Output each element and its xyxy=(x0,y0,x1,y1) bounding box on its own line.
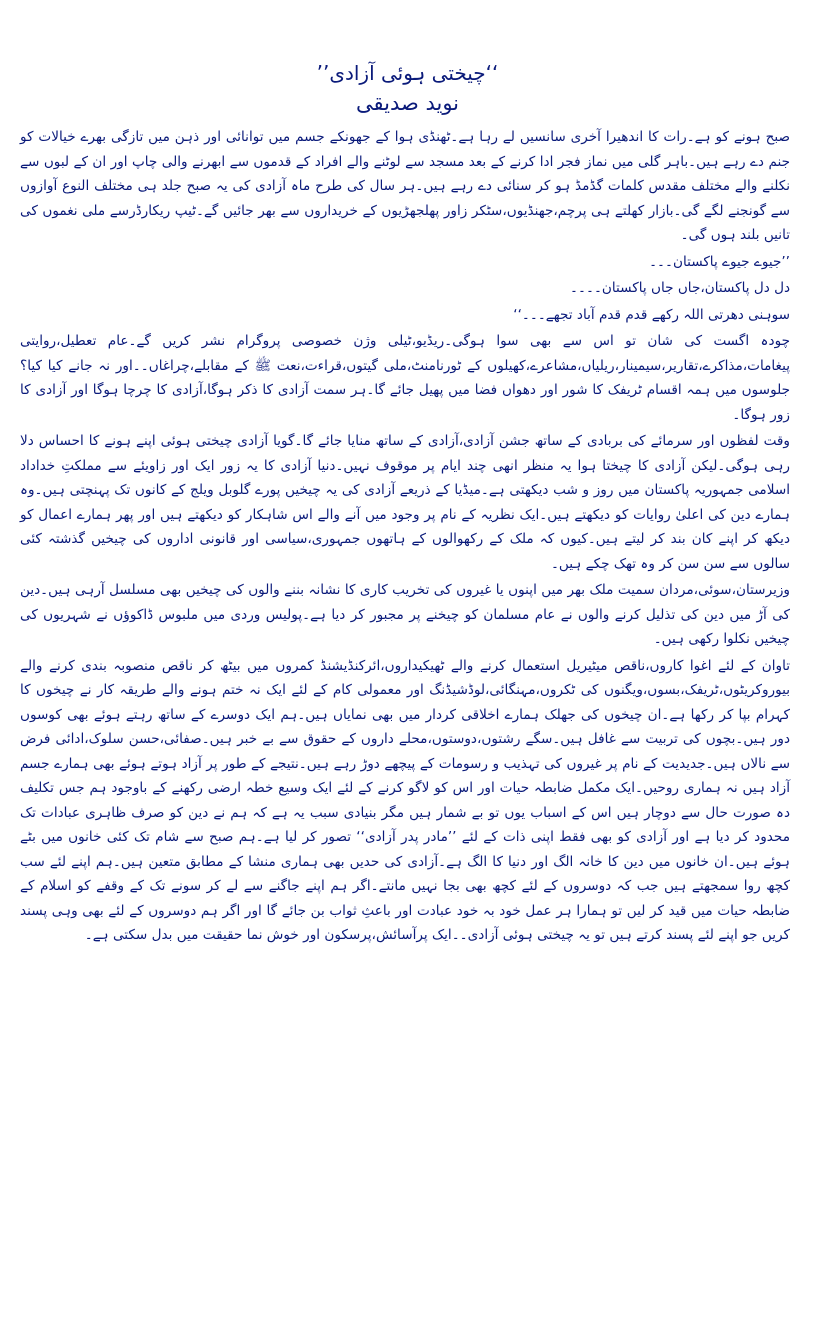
paragraph-conclusion: تاوان کے لئے اغوا کاروں،ناقص میٹیریل استعمال کرنے والے ٹھیکیداروں،ائرکنڈیشنڈ کمروں میں بیٹھ کر ناقص منصوبہ بندی کرنے والے بیوروکریٹوں،ٹریفک،بسوں،ویگنوں کی ٹکروں،مہنگائی،لوڈشیڈنگ اور معمولی کام کے لئے ایک نہ ختم ہونے والے طریقہ کار نے چیخوں کا کہرام بپا کر رکھا ہے۔ان چیخوں کی جھلک ہمارے اخلاقی کردار میں بھی نمایاں ہیں۔ہم ایک دوسرے کے ساتھ رہتے ہوئے بھی کوسوں دور ہیں۔بچوں کی تربیت سے غافل ہیں۔سگے رشتوں،دوستوں،محلے داروں کے حقوق سے بے خبر ہیں۔صفائی،حسن سلوک،ادائی فرض سے نالاں ہیں۔جدیدیت کے نام پر غیروں کی تہذیب و رسومات کے پیچھے دوڑ رہے ہیں۔نتیجے کے طور پر آزاد ہوتے ہوئے بھی ہمارے جسم آزاد ہیں نہ ہماری روحیں۔ایک مکمل ضابطہ حیات اور اس کو لاگو کرنے کے لئے ایک وسیع خطہ ارضی رکھنے کے باوجود ہم جس تکلیف دہ صورت حال سے دوچار ہیں اس کے اسباب یوں تو بے شمار ہیں مگر بنیادی سبب یہ ہے کہ ہم نے دین کو صرف ظاہری عبادات تک محدود کر دیا ہے اور آزادی کو بھی فقط اپنی ذات کے لئے ’’مادر پدر آزادی‘‘ تصور کر لیا ہے۔ہم صبح سے شام تک کئی خانوں میں بٹے ہوئے ہیں۔ان خانوں میں دین کا خانہ الگ اور دنیا کا الگ ہے۔آزادی کی حدیں بھی ہماری منشا کے مطابق متعین ہیں۔ہم اپنے لئے سب کچھ روا سمجھتے ہیں جب کہ دوسروں کے لئے کچھ بھی بجا نہیں مانتے۔اگر ہم اپنے جاگنے سے لے کر سونے تک کے وقفے کو اسلام کے ضابطہ حیات میں قید کر لیں تو ہمارا ہر عمل خود بہ خود عبادت اور باعثِ ثواب بن جائے گا اور اگر ہم دوسروں کے لئے بھی وہی پسند کریں جو اپنے لئے پسند کرتے ہیں تو یہ چیختی ہوئی آزادی۔۔ایک پرآسائش،پرسکون اور خوش نما حقیقت میں بدل سکتی ہے۔ xyxy=(20,657,790,943)
paragraph-august: چودہ اگست کی شان تو اس سے بھی سوا ہوگی۔ریڈیو،ٹیلی وژن خصوصی پروگرام نشر کریں گے۔عام تعطیل،روایتی پیغامات،مذاکرے،تقاریر،سیمینار،ریلیاں،مشاعرے،کھیلوں کے ٹورنامنٹ،ملی گیتوں،قراءت،نعت ﷺ کے مقابلے،چراغاں۔۔اور نہ جانے کیا کیا؟ جلوسوں میں ہمہ اقسام ٹریفک کا شور اور دھواں فضا میں پھیل جائے گا۔ہر سمت آزادی کا ذکر ہوگا،آزادی کا چرچا ہوگا اور آزادی کا زور ہوگا۔ xyxy=(20,333,790,423)
article-body xyxy=(20,125,790,950)
song-line-3: سوہنی دھرتی اللہ رکھے قدم قدم آباد تجھے۔۔۔‘‘ xyxy=(513,306,790,323)
song-line-1: ’’جیوے جیوے پاکستان۔۔۔ xyxy=(649,253,790,270)
article-title: ’’چیختی ہوئی آزادی‘‘ xyxy=(316,61,499,85)
author-name: نوید صدیقی xyxy=(355,91,460,115)
paragraph-celebration: وقت لفظوں اور سرمائے کی بربادی کے ساتھ جشن آزادی،آزادی کے ساتھ منایا جائے گا۔گویا آزادی چیختی ہوئی اپنے ہونے کا احساس دلا رہی ہوگی۔لیکن آزادی کا چیختا ہوا یہ منظر انھی چند ایام پر موقوف نہیں۔دنیا آزادی کا یہ زور ایک اور زاویئے سے مملکتِ خداداد اسلامی جمہوریہ پاکستان میں روز و شب دیکھتی ہے۔میڈیا کے ذریعے آزادی کی یہ چیخیں پورے گلوبل ویلج کے کانوں تک پہنچتی ہیں۔وہ ہمارے دین کی اعلیٰ روایات کو دیکھتے ہیں۔ایک نظریہ کے نام پر وجود میں آنے والے اس شاہکار کو دیکھتے ہیں اور پھر ہمارے اعمال کو دیکھ کر اپنے کان بند کر لیتے ہیں۔کیوں کہ ملک کے رکھوالوں کے ہاتھوں جمہوری،سیاسی اور قانونی اداروں کی چیخیں گذشتہ کئی سالوں سے سن سن کر وہ تھک چکے ہیں۔ xyxy=(20,433,790,572)
song-line-2: دل دل پاکستان،جاں جاں پاکستان۔۔۔۔ xyxy=(570,280,790,296)
paragraph-intro: صبح ہونے کو ہے۔رات کا اندھیرا آخری سانسیں لے رہا ہے۔ٹھنڈی ہوا کے جھونکے جسم میں توانائی اور ذہن میں تازگی بھرے خیالات کو جنم دے رہے ہیں۔باہر گلی میں نماز فجر ادا کرنے کے بعد مسجد سے لوٹنے والے افراد کے قدموں سے ابھرنے والی چاپ اور ان کے لبوں سے نکلنے والے مختلف مقدس کلمات گڈمڈ ہو کر سنائی دے رہے ہیں۔ہر سال کی طرح ماہ آزادی کی یہ صبح جلد ہی مختلف النوع آوازوں سے گونجنے لگے گی۔بازار کھلتے ہی پرچم،جھنڈیوں،سٹکر زاور پھلجھڑیوں کے خریداروں سے بھر جائیں گے۔ٹیپ ریکارڈرسے ملی نغموں کی تانیں بلند ہوں گی۔ xyxy=(20,129,790,243)
paragraph-waziristan: وزیرستان،سوئی،مردان سمیت ملک بھر میں اپنوں یا غیروں کی تخریب کاری کا نشانہ بننے والوں کی چیخیں بھی مسلسل آرہی ہیں۔دین کی آڑ میں دین کی تذلیل کرنے والوں نے عام مسلمان کو چیخنے پر مجبور کر دیا ہے۔پولیس وردی میں ملبوس ڈاکوؤں نے شہریوں کی چیخیں نکلوا رکھی ہیں۔ xyxy=(20,582,790,647)
